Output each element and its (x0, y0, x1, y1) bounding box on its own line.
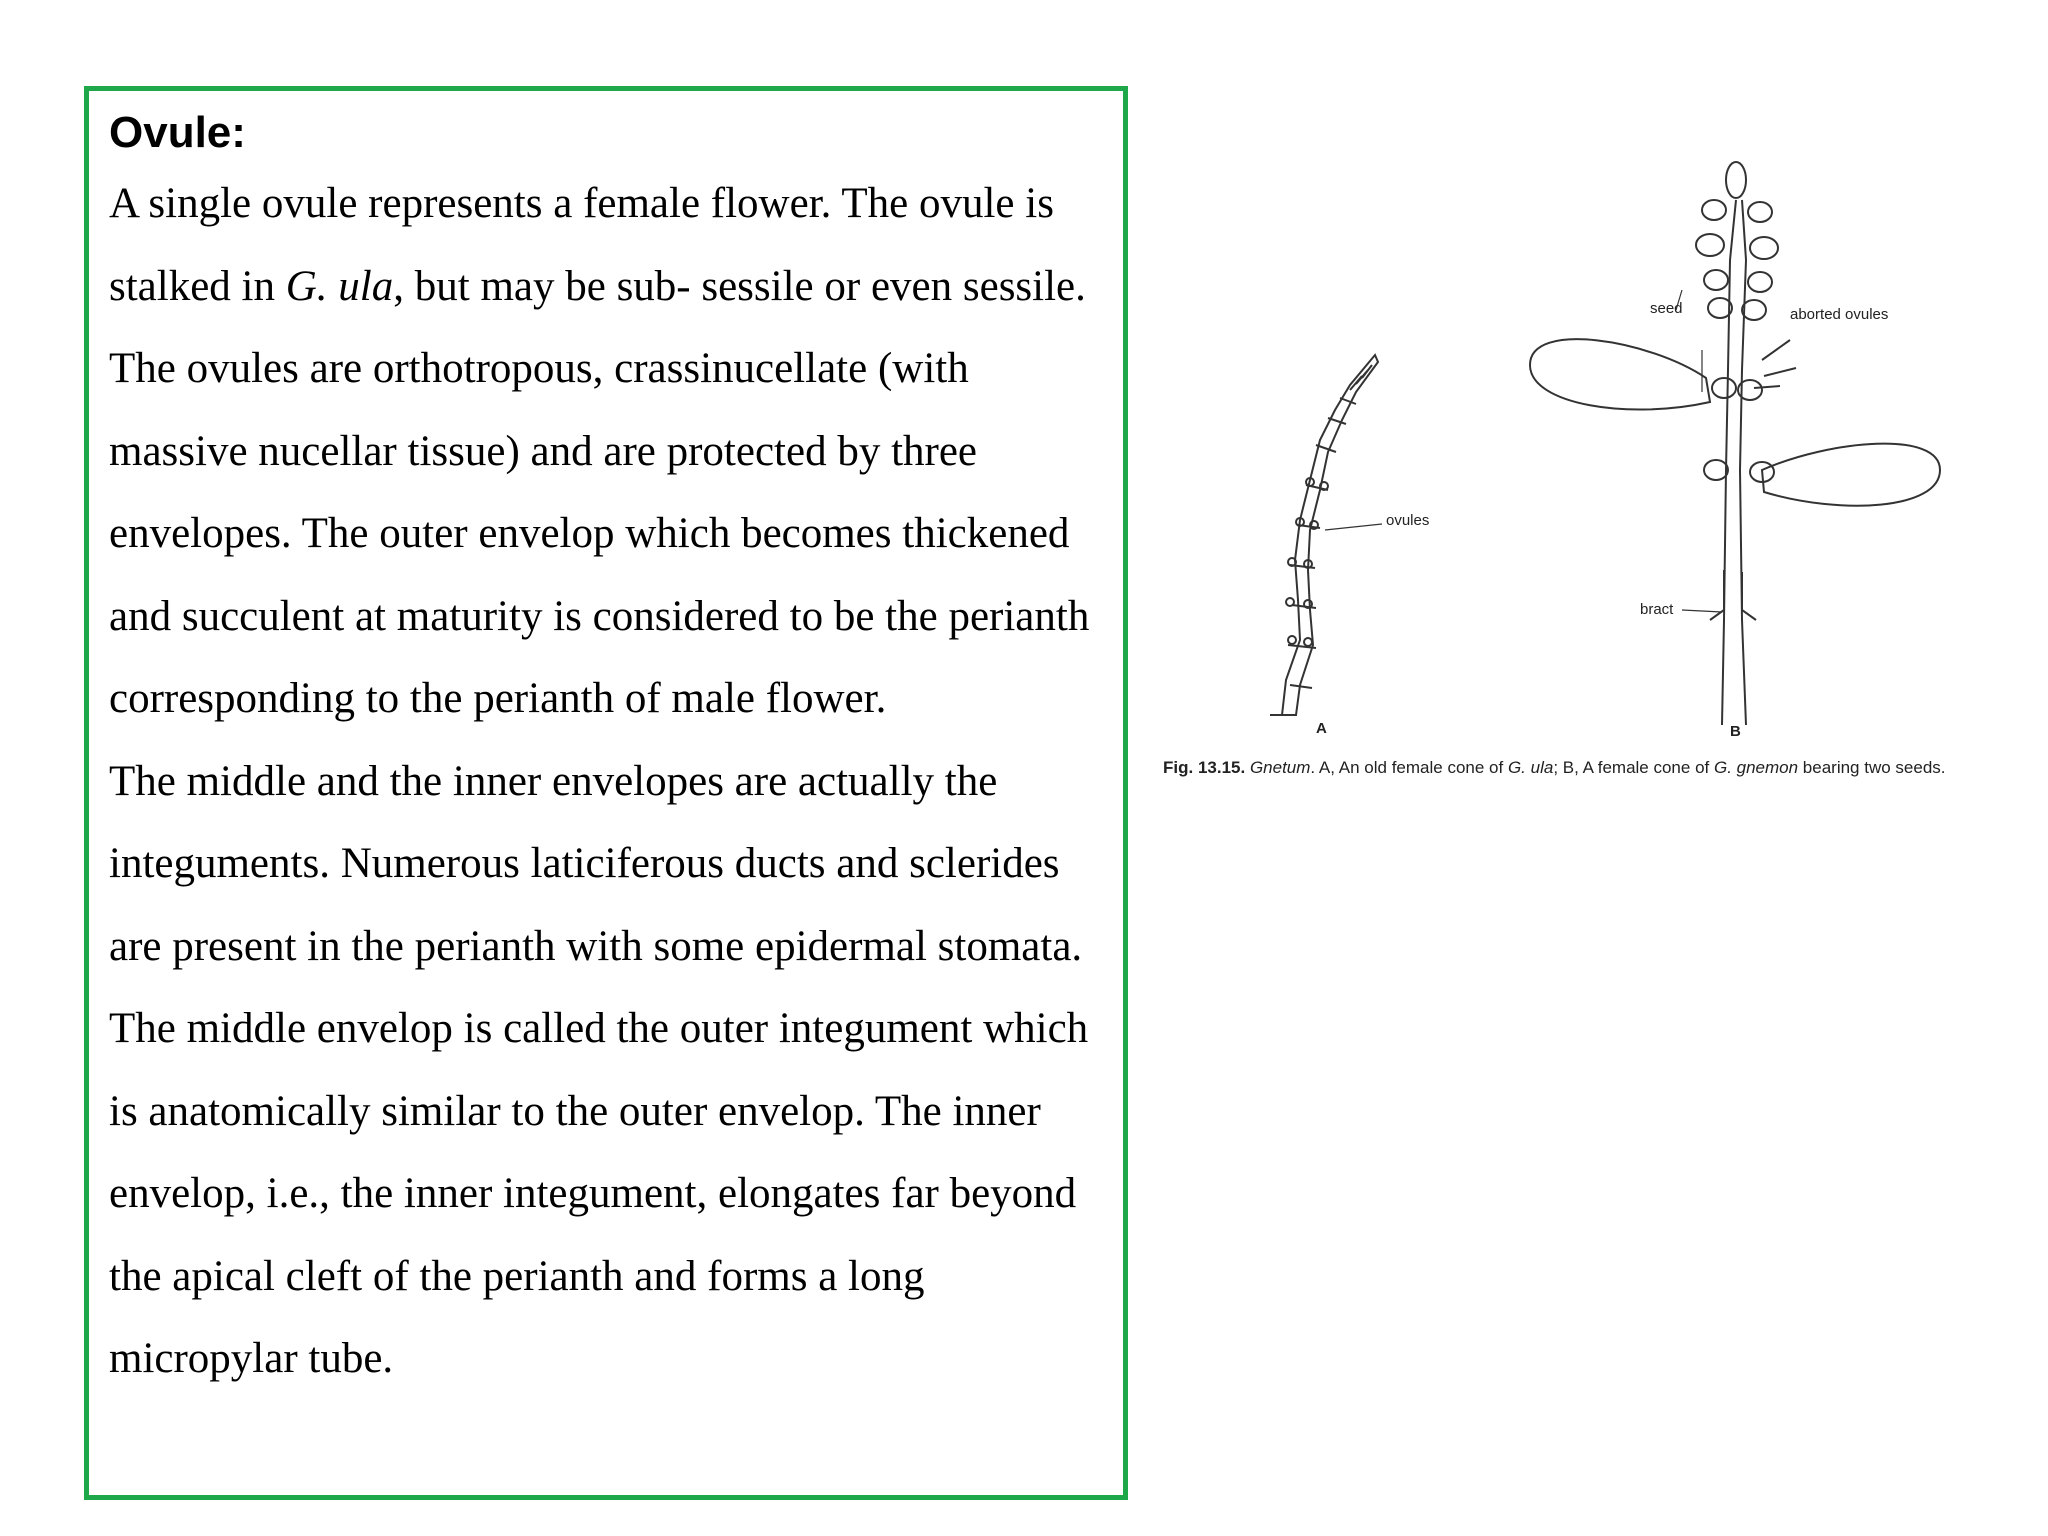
caption-genus: Gnetum (1249, 758, 1311, 777)
caption-species-2: G. gnemon (1713, 758, 1799, 777)
section-heading: Ovule: (109, 108, 246, 157)
paragraph-1 (109, 163, 1103, 741)
label-a: A (1316, 720, 1327, 737)
label-b: B (1730, 723, 1741, 740)
gnetum-drawing (1150, 140, 2030, 760)
caption-part3: bearing two seeds. (1798, 758, 1946, 777)
ovule-text-box (84, 86, 1128, 1500)
label-aborted-ovules: aborted ovules (1790, 306, 1889, 323)
figure-caption (1163, 758, 2038, 778)
label-ovules: ovules (1386, 512, 1430, 529)
label-bract: bract (1640, 601, 1674, 618)
label-seed: seed (1650, 300, 1683, 317)
para1-part1: A single ovule represents a female flower. The ovule is stalked in (109, 180, 1054, 310)
caption-species-1: G. ula (1507, 758, 1554, 777)
cone-b-drawing (1530, 162, 1940, 725)
gnetum-figure (1150, 140, 2030, 800)
para1-species: G. ula (285, 262, 394, 310)
caption-fig-number: Fig. 13.15. (1163, 758, 1246, 777)
paragraph-2: The middle and the inner envelopes are actually the integuments. Numerous laticiferous ducts and sclerides are present in the perianth with some epidermal stomata. The middle envelop is called the outer integument which is anatomically similar to the outer envelop. The inner envelop, i.e., the inner integument, elongates far beyond the apical cleft of the perianth and forms a long micropylar tube. (109, 757, 1089, 1382)
cone-a-drawing (1270, 355, 1382, 715)
caption-part2: ; B, A female cone of (1553, 758, 1714, 777)
caption-part1: . A, An old female cone of (1310, 758, 1508, 777)
para1-part2: , but may be sub- sessile or even sessile. The ovules are orthotropous, crassinucellate (with massive nucellar tissue) and are protected by three envelopes. The outer envelop which becomes thickened and succulent at maturity is considered to be the perianth corresponding to the perianth of male flower. (109, 262, 1090, 722)
